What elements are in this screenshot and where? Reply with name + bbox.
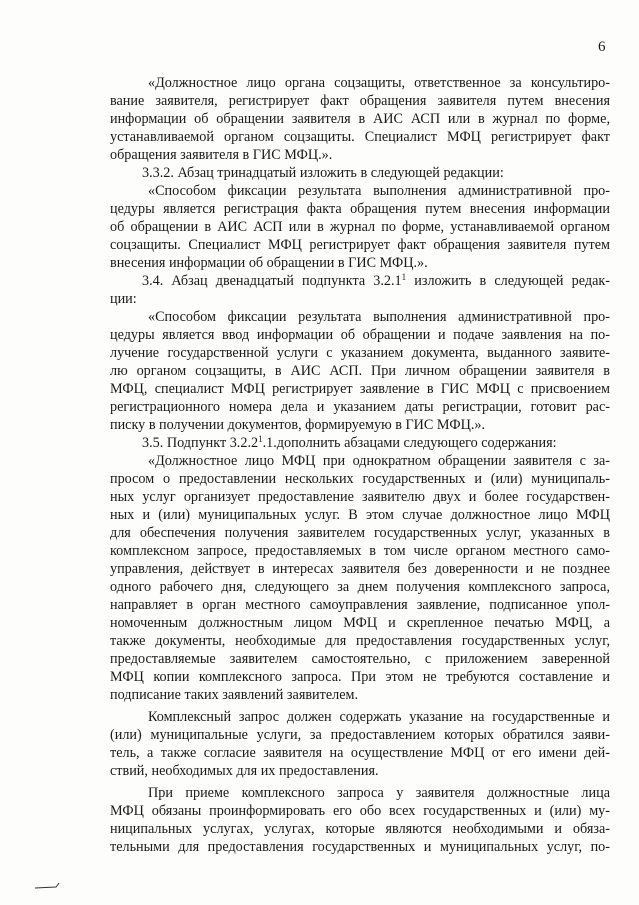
text-fragment: .1.дополнить абзацами следующего содержания: [262, 435, 557, 451]
footnote-superscript: 1 [258, 435, 263, 444]
text-line: об обращении в АИС АСП или в журнал по форме, устанавливаемой органом [110, 219, 610, 235]
text-line: предоставляемые заявителем самостоятельно, с приложением заверенной [110, 651, 610, 667]
text-fragment: 3.4. Абзац двенадцатый подпункта 3.2.1 [142, 273, 402, 289]
text-line: «Должностное лицо органа соцзащиты, ответственное за консультиро- [148, 75, 610, 91]
text-line [142, 435, 610, 451]
text-line: МФЦ обязаны проинформировать его обо всех государственных и (или) му- [110, 803, 610, 819]
text-line: тель, а также согласие заявителя на осуществление МФЦ от его имени дей- [110, 745, 610, 761]
text-line: тельными для предоставления государственных и муниципальных услуг, по- [110, 839, 610, 855]
text-line: лучение государственной услуги с указанием документа, выданного заявите- [110, 345, 610, 361]
footnote-superscript: 1 [401, 273, 407, 282]
text-line: соцзащиты. Специалист МФЦ регистрирует факт обращения заявителя путем [110, 237, 610, 253]
text-line: (или) муниципальные услуги, за предоставлением которых обратился заяви- [110, 727, 610, 743]
text-line: внесения информации об обращении в ГИС МФЦ.». [110, 255, 428, 271]
text-line: ниципальных услугах, услугах, которые являются необходимыми и обяза- [110, 821, 610, 837]
text-line: номоченным должностным лицом МФЦ и скрепленное печатью МФЦ, а [110, 615, 610, 631]
text-line: подписание таких заявлений заявителем. [110, 687, 359, 703]
text-line: МФЦ копии комплексного запроса. При этом не требуются составление и [110, 669, 610, 685]
text-line: информации об обращении заявителя в АИС АСП или в журнал по форме, [110, 111, 610, 127]
text-line: одного рабочего дня, следующего за днем получения комплексного запроса, [110, 579, 610, 595]
text-line: ствий, необходимых для их предоставления. [110, 763, 379, 779]
page-number: 6 [598, 39, 606, 55]
text-line: лю органом соцзащиты, в АИС АСП. При личном обращении заявителя в [110, 363, 610, 379]
text-line: При приеме комплексного запроса у заявителя должностные лица [148, 785, 610, 801]
text-line: вание заявителя, регистрирует факт обращения заявителя путем внесения [110, 93, 610, 109]
text-line: направляет в орган местного самоуправления заявление, подписанное упол- [110, 597, 610, 613]
text-line: цедуры является регистрация факта обращения путем внесения информации [110, 201, 610, 217]
text-line: ных услуг организует предоставление заявителю двух и более государствен- [110, 489, 610, 505]
text-line: «Должностное лицо МФЦ при однократном обращении заявителя с за- [148, 453, 610, 469]
text-line: Комплексный запрос должен содержать указание на государственные и [148, 709, 610, 725]
text-fragment: 3.5. Подпункт 3.2.2 [142, 435, 259, 451]
text-line: «Способом фиксации результата выполнения административной про- [148, 309, 610, 325]
text-line: 3.3.2. Абзац тринадцатый изложить в следующей редакции: [142, 165, 504, 181]
text-line: ции: [110, 291, 137, 307]
text-line: ных и (или) муниципальных услуг. В этом случае должностное лицо МФЦ [110, 507, 610, 523]
text-line: устанавливаемой органом соцзащиты. Специалист МФЦ регистрирует факт [110, 129, 610, 145]
text-line: комплексном запросе, предоставляемых в том числе органом местного само- [110, 543, 610, 559]
text-line: МФЦ, специалист МФЦ регистрирует заявление в ГИС МФЦ с присвоением [110, 381, 610, 397]
text-line: регистрационного номера дела и указанием даты регистрации, готовит рас- [110, 399, 610, 415]
scan-mark [34, 882, 60, 890]
text-line: писку в получении документов, формируемую в ГИС МФЦ.». [110, 417, 486, 433]
text-line: также документы, необходимые для предоставления государственных услуг, [110, 633, 610, 649]
text-line [142, 273, 610, 289]
text-line: просом о предоставлении нескольких государственных и (или) муниципаль- [110, 471, 610, 487]
text-line: управления, действует в интересах заявителя без доверенности и не позднее [110, 561, 610, 577]
text-line: цедуры является ввод информации об обращении и подаче заявления на по- [110, 327, 610, 343]
text-line: для обеспечения получения заявителем государственных услуг, указанных в [110, 525, 610, 541]
text-line: обращения заявителя в ГИС МФЦ.». [110, 147, 333, 163]
text-line: «Способом фиксации результата выполнения административной про- [148, 183, 610, 199]
text-fragment: изложить в следующей редак- [414, 273, 610, 289]
